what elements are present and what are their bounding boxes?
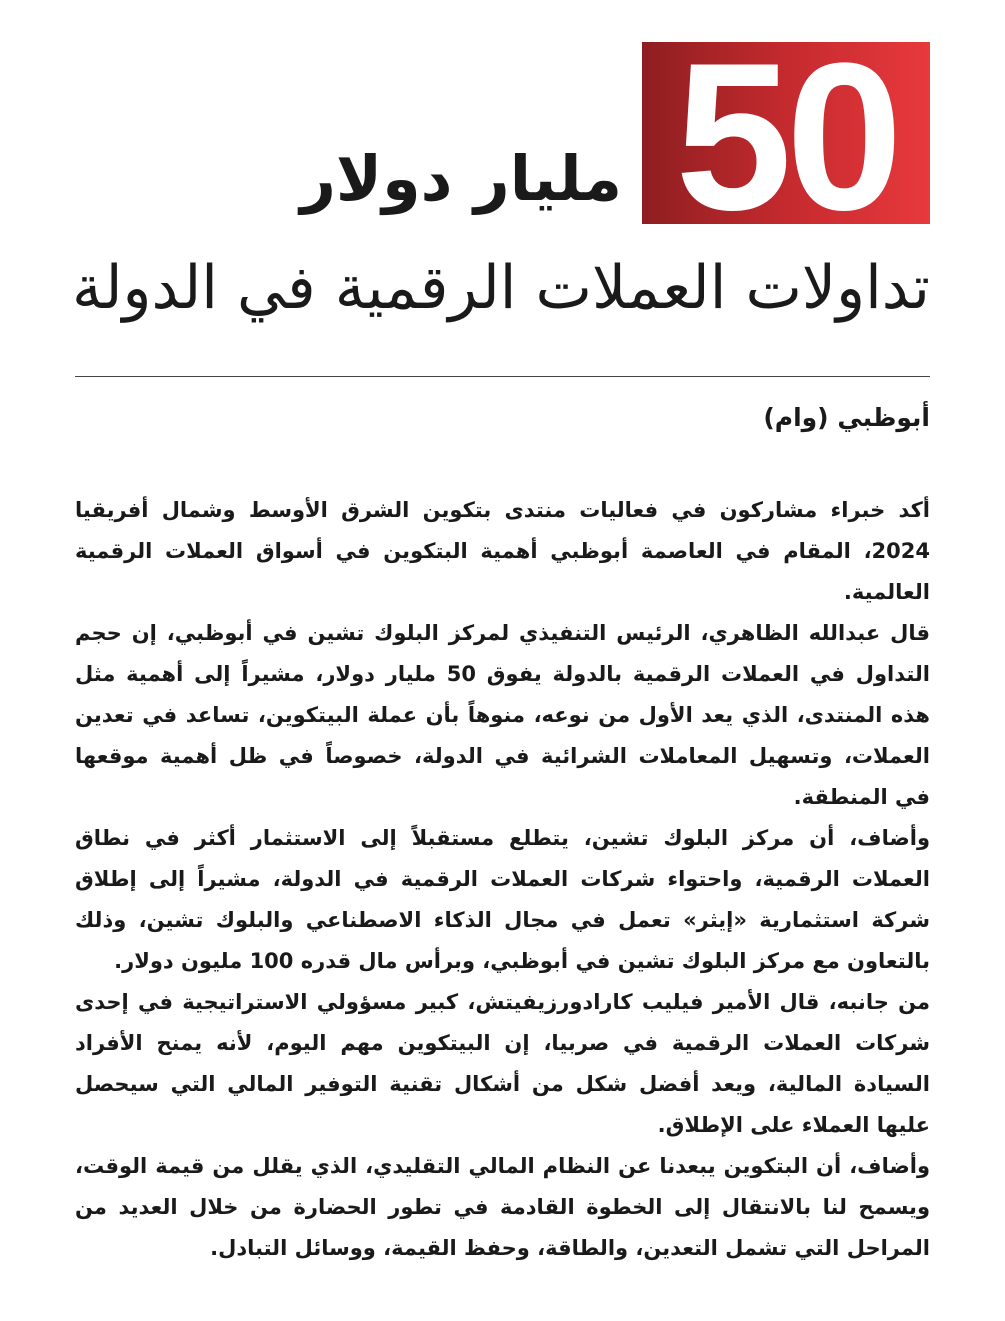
article-paragraph: وأضاف، أن مركز البلوك تشين، يتطلع مستقبلاً إلى الاستثمار أكثر في نطاق العملات الرقمية، واحتواء شركات العملات الرقمية في الدولة، مشيراً إلى إطلاق شركة استثمارية «إيثر» تعمل في مجال الذكاء الاصطناعي والبلوك تشين، وذلك بالتعاون مع مركز البلوك تشين في أبوظبي، وبرأس مال قدره 100 مليون دولار. [75,826,930,973]
headline-number: 50 [675,42,897,224]
headline-banner [300,42,930,224]
article-body [75,490,930,1269]
article-paragraph: قال عبدالله الظاهري، الرئيس التنفيذي لمركز البلوك تشين في أبوظبي، إن حجم التداول في العملات الرقمية بالدولة يفوق 50 مليار دولار، مشيراً إلى أهمية مثل هذه المنتدى، الذي يعد الأول من نوعه، منوهاً بأن عملة البيتكوين، تساعد في تعدين العملات، وتسهيل المعاملات الشرائية في الدولة، خصوصاً في ظل أهمية موقعها في المنطقة. [75,621,930,809]
headline-subtitle: تداولات العملات الرقمية في الدولة [72,253,930,323]
article-paragraph: وأضاف، أن البتكوين يبعدنا عن النظام المالي التقليدي، الذي يقلل من قيمة الوقت، ويسمح لنا بالانتقال إلى الخطوة القادمة في تطور الحضارة من خلال العديد من المراحل التي تشمل التعدين، والطاقة، وحفظ القيمة، ووسائل التبادل. [75,1154,930,1260]
divider-line [75,376,930,377]
article-paragraph: من جانبه، قال الأمير فيليب كارادورزيفيتش، كبير مسؤولي الاستراتيجية في إحدى شركات العملات الرقمية في صربيا، إن البيتكوين مهم اليوم، لأنه يمنح الأفراد السيادة المالية، ويعد أفضل شكل من أشكال تقنية التوفير المالي التي سيحصل عليها العملاء على الإطلاق. [75,990,930,1137]
article-paragraph: أكد خبراء مشاركون في فعاليات منتدى بتكوين الشرق الأوسط وشمال أفريقيا 2024، المقام في العاصمة أبوظبي أهمية البتكوين في أسواق العملات الرقمية العالمية. [75,498,930,604]
dateline: أبوظبي (وام) [763,403,930,432]
headline-number-box [642,42,930,224]
headline-unit: مليار دولار [300,142,622,215]
